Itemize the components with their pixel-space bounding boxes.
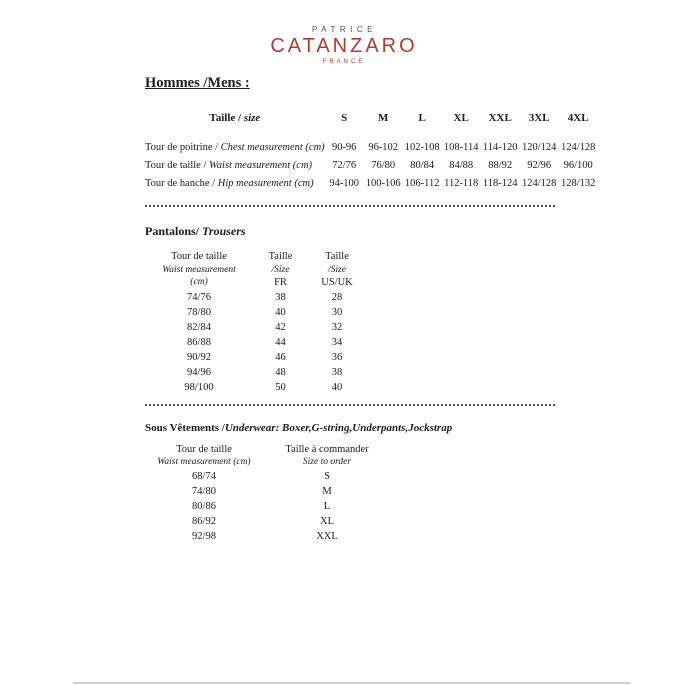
section-title-hommes: Hommes /Mens :: [145, 75, 250, 91]
trousers-waist-value: 94/96: [187, 366, 211, 378]
measurement-label-fr: Tour de hanche /: [145, 177, 218, 189]
underwear-header-waist-fr: Tour de taille: [176, 443, 232, 455]
trousers-row: [145, 290, 366, 305]
trousers-header-fr-label: FR: [274, 276, 287, 288]
sous-title-en: Underwear: Boxer,G-string,Underpants,Jockstrap: [224, 421, 453, 434]
measurement-label-fr: Tour de poitrine /: [145, 141, 221, 153]
hommes-size-table: [145, 112, 598, 192]
trousers-fr-size: 44: [275, 336, 286, 348]
page-bottom-rule: [73, 682, 630, 684]
measurement-label: [145, 156, 325, 174]
measurement-value: 76/80: [371, 159, 396, 171]
measurement-label-en: Waist measurement (cm): [209, 159, 313, 171]
hommes-table-header-row: [145, 112, 598, 138]
underwear-table-header-row: [145, 443, 391, 469]
measurement-label-fr: Tour de taille /: [145, 159, 209, 171]
measurement-label: [145, 138, 325, 156]
trousers-usuk-size: 32: [331, 321, 343, 333]
logo-france-text: FRANCE: [322, 59, 366, 65]
trousers-header-size-usuk: [308, 250, 366, 290]
trousers-header-taille-usuk: Taille: [325, 251, 349, 262]
measurement-row: [145, 138, 598, 156]
trousers-row: [145, 350, 366, 365]
hommes-header-label-en: size: [243, 112, 261, 124]
logo-patrice-text: PATRICE: [312, 25, 377, 34]
trousers-header-waist-en: Waist measurement: [162, 264, 236, 275]
underwear-size-value: XL: [320, 515, 334, 527]
trousers-fr-size: 46: [275, 351, 286, 363]
sous-title-fr: Sous Vêtements /: [145, 421, 225, 434]
measurement-row: [145, 156, 598, 174]
trousers-row: [145, 380, 366, 395]
trousers-waist-value: 86/88: [187, 336, 211, 348]
measurement-value: 124/128: [521, 177, 557, 189]
measurement-value: 118-124: [482, 177, 518, 189]
trousers-row: [145, 320, 366, 335]
trousers-header-waist-unit: (cm): [190, 276, 208, 287]
measurement-label: [145, 174, 325, 192]
hommes-header-label-fr: Taille /: [209, 112, 244, 124]
trousers-usuk-size: 34: [331, 336, 343, 348]
trousers-fr-size: 50: [275, 381, 286, 393]
measurement-value: 108-114: [443, 141, 479, 153]
section-divider: [145, 404, 557, 406]
measurement-label-en: Chest measurement (cm): [220, 141, 325, 153]
measurement-value: 106-112: [404, 177, 440, 189]
measurement-value: 80/84: [410, 159, 435, 171]
measurement-value: 90-96: [331, 141, 357, 153]
underwear-header-size-en: Size to order: [302, 457, 352, 468]
underwear-waist-value: 80/86: [192, 500, 216, 512]
trousers-header-taille-fr: Taille: [268, 251, 293, 262]
trousers-table-header-row: [145, 250, 366, 290]
section-title-sous-vetements: [145, 422, 685, 434]
section-divider: [145, 205, 557, 207]
measurement-value: 84/88: [449, 159, 474, 171]
trousers-fr-size: 40: [275, 306, 286, 318]
trousers-header-waist: [145, 250, 253, 290]
measurement-value: 96/100: [563, 159, 593, 171]
measurement-value: 92/96: [527, 159, 552, 171]
underwear-waist-value: 74/80: [192, 485, 216, 497]
trousers-header-waist-fr: Tour de taille: [171, 251, 227, 262]
trousers-usuk-size: 30: [331, 306, 343, 318]
measurement-value: 88/92: [488, 159, 513, 171]
trousers-row: [145, 305, 366, 320]
underwear-waist-value: 68/74: [192, 470, 216, 482]
size-header-4xl: 4XL: [567, 112, 589, 124]
trousers-fr-size: 38: [275, 291, 286, 303]
measurement-value: 72/76: [332, 159, 357, 171]
trousers-usuk-size: 28: [331, 291, 343, 303]
underwear-size-value: S: [324, 470, 330, 482]
trousers-fr-size: 48: [275, 366, 286, 378]
trousers-waist-value: 98/100: [184, 381, 214, 393]
trousers-fr-size: 42: [275, 321, 286, 333]
trousers-waist-value: 78/80: [187, 306, 211, 318]
brand-logo: [0, 0, 685, 65]
underwear-row: [145, 529, 391, 544]
underwear-header-waist-en: Waist measurement (cm): [157, 457, 251, 468]
trousers-usuk-size: 40: [331, 381, 343, 393]
trousers-size-table: [145, 250, 366, 395]
underwear-size-value: M: [322, 485, 332, 497]
pantalons-title-fr: Pantalons/: [145, 224, 200, 238]
underwear-row: [145, 514, 391, 529]
measurement-value: 124/128: [560, 141, 596, 153]
trousers-header-size-sub-fr: /Size: [271, 264, 290, 275]
measurement-value: 112-118: [444, 177, 479, 189]
size-header-xl: XL: [453, 112, 469, 124]
pantalons-title-en: Trousers: [199, 224, 246, 238]
measurement-value: 128/132: [560, 177, 596, 189]
underwear-header-size: [263, 443, 391, 469]
measurement-value: 96-102: [368, 141, 399, 153]
measurement-row: [145, 174, 598, 192]
measurement-value: 94-100: [329, 177, 360, 189]
measurement-value: 114-120: [482, 141, 518, 153]
size-header-s: S: [341, 112, 348, 124]
measurement-value: 120/124: [521, 141, 557, 153]
underwear-size-table: [145, 443, 391, 544]
hommes-header-taille-size: [145, 112, 325, 138]
size-header-xxl: XXL: [488, 112, 512, 124]
trousers-header-size-fr: [253, 250, 308, 290]
underwear-header-size-fr: Taille à commander: [285, 443, 369, 455]
trousers-waist-value: 74/76: [187, 291, 211, 303]
trousers-usuk-size: 36: [331, 351, 343, 363]
underwear-size-value: L: [323, 500, 331, 512]
logo-catanzaro-text: CATANZARO: [270, 35, 418, 57]
underwear-waist-value: 92/98: [192, 530, 216, 542]
underwear-row: [145, 469, 391, 484]
underwear-row: [145, 499, 391, 514]
size-header-m: M: [377, 112, 389, 124]
trousers-waist-value: 82/84: [187, 321, 211, 333]
underwear-waist-value: 86/92: [192, 515, 216, 527]
measurement-value: 102-108: [404, 141, 440, 153]
trousers-row: [145, 365, 366, 380]
underwear-header-waist: [145, 443, 263, 469]
size-header-3xl: 3XL: [528, 112, 550, 124]
underwear-size-value: XXL: [316, 530, 338, 542]
size-header-l: L: [418, 112, 426, 124]
trousers-usuk-size: 38: [331, 366, 343, 378]
trousers-waist-value: 90/92: [187, 351, 211, 363]
trousers-header-size-sub-usuk: /Size: [328, 264, 346, 275]
trousers-header-usuk-label: US/UK: [321, 276, 353, 288]
measurement-label-en: Hip measurement (cm): [217, 177, 314, 189]
underwear-row: [145, 484, 391, 499]
section-title-pantalons: [145, 224, 685, 239]
measurement-value: 100-106: [365, 177, 401, 189]
trousers-row: [145, 335, 366, 350]
